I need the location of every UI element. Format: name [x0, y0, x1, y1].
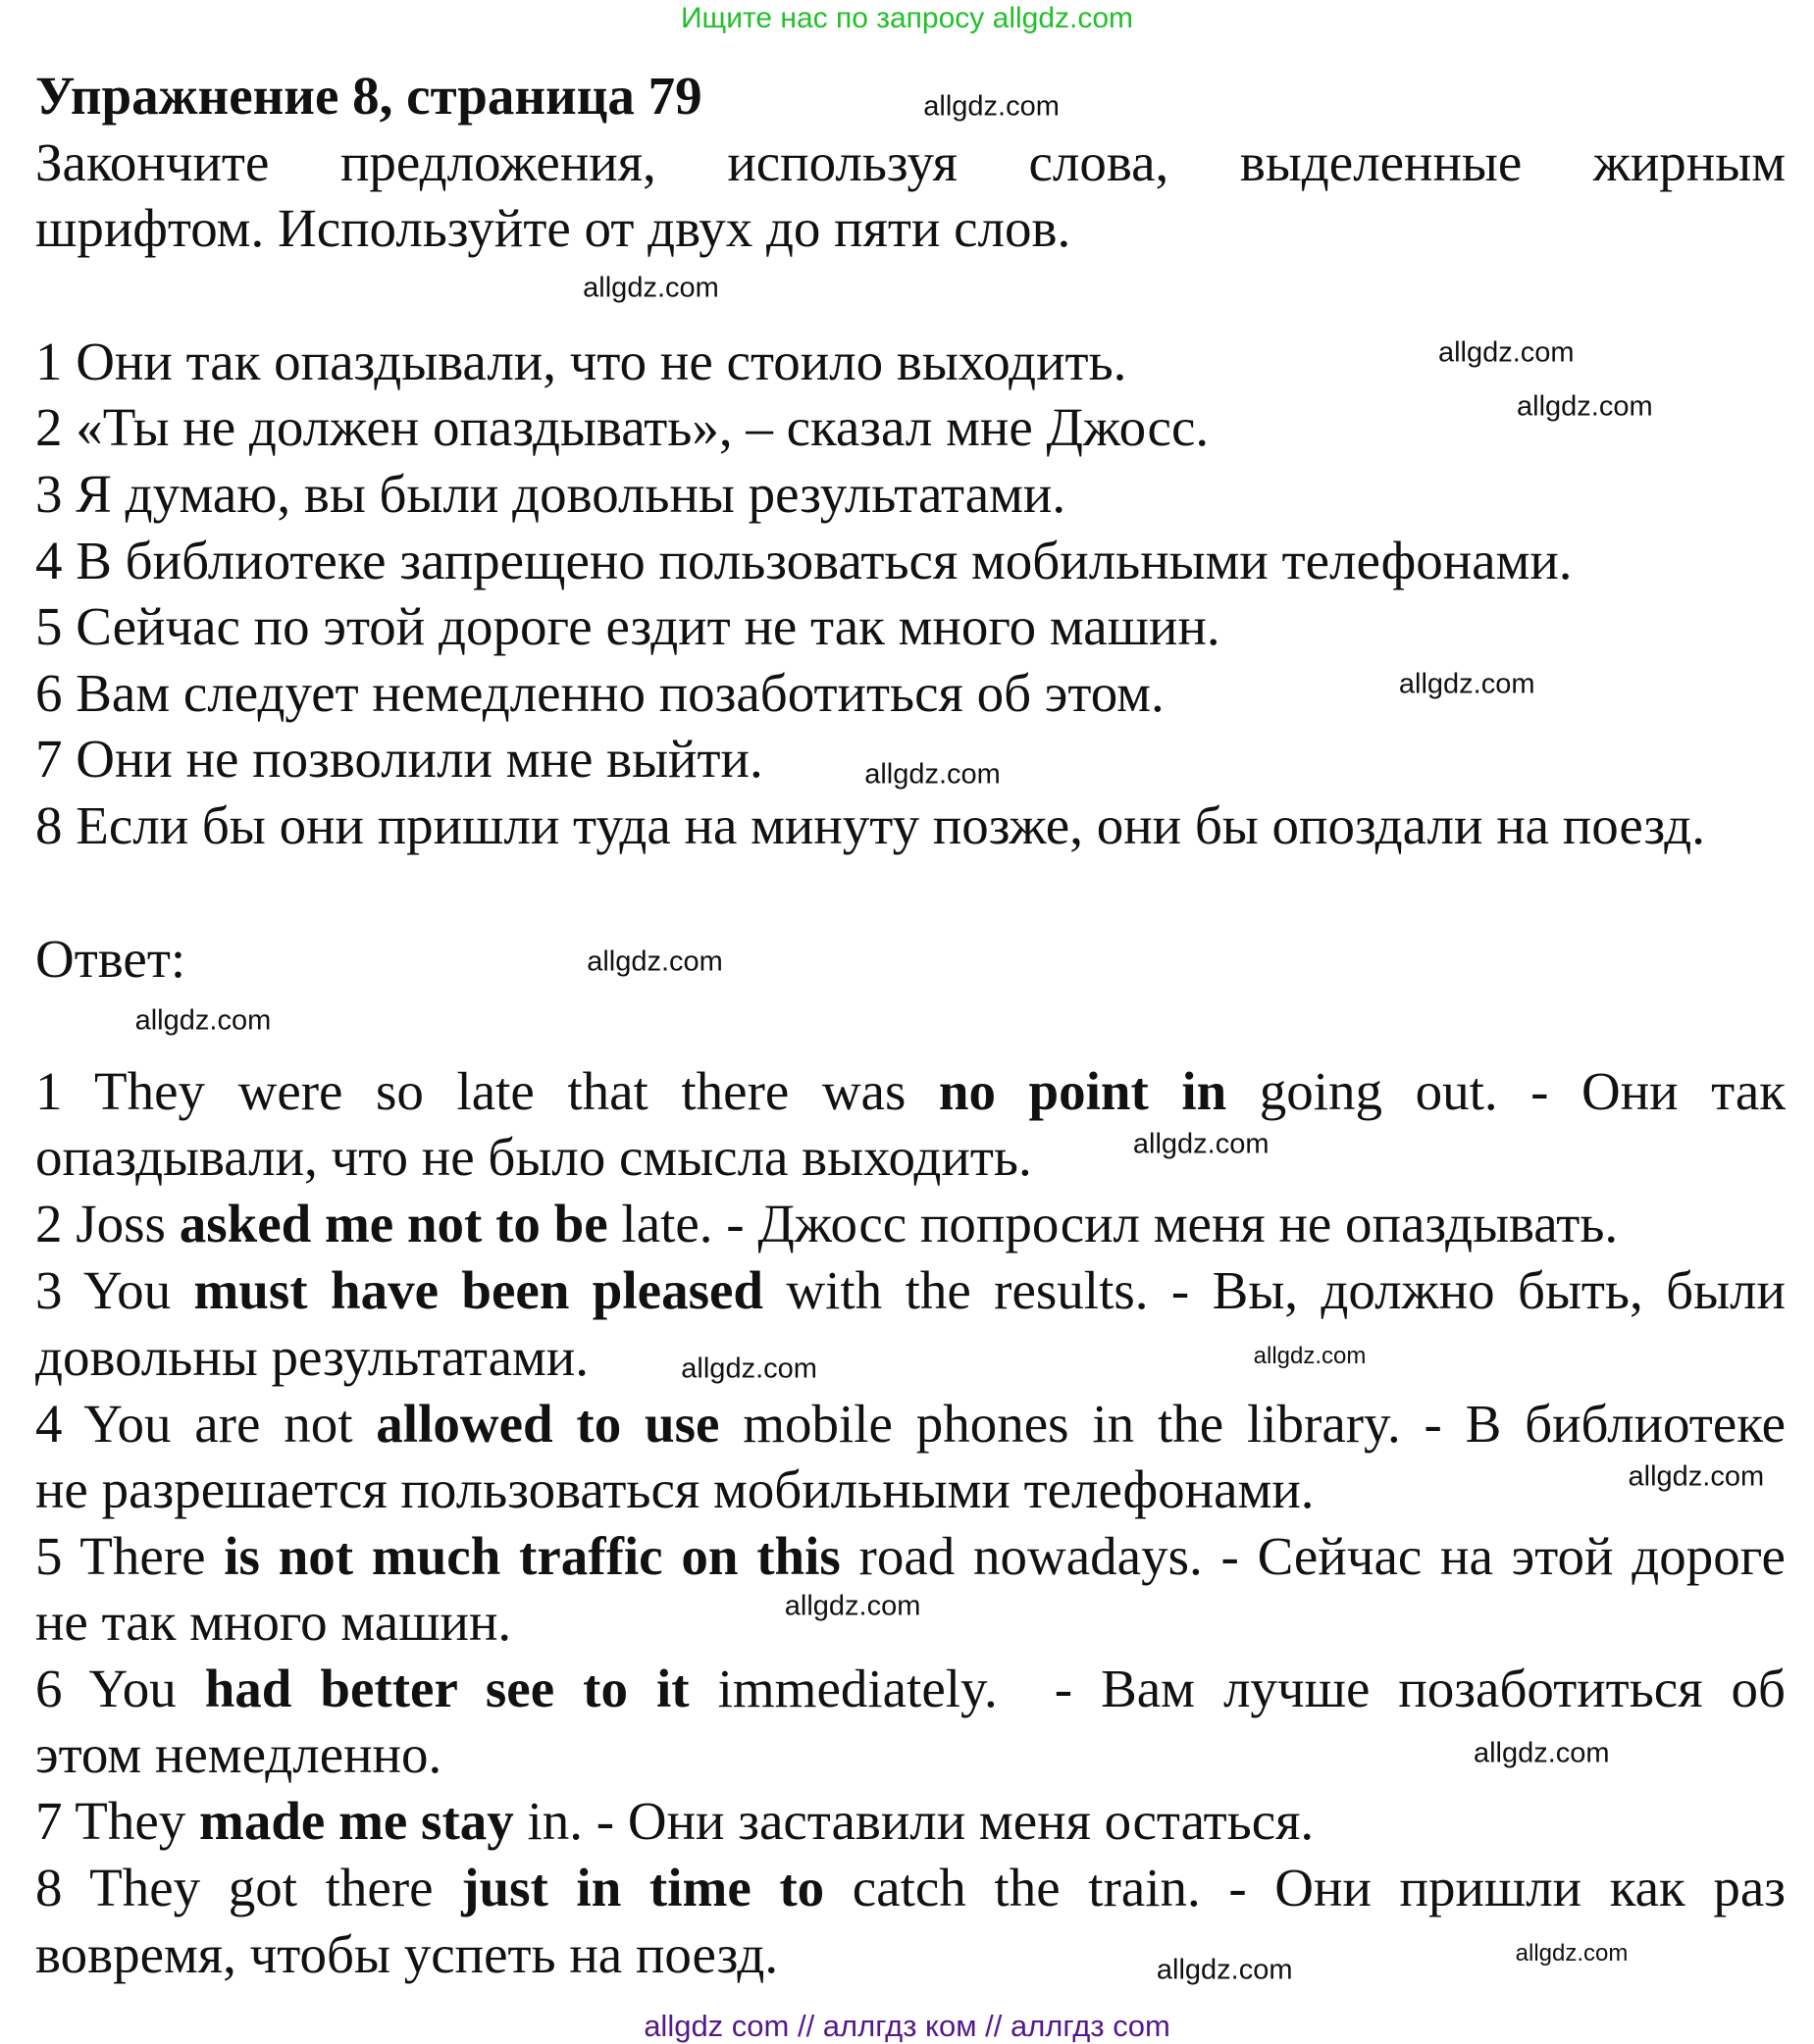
watermark: allgdz.com: [1253, 1343, 1367, 1370]
task-item: 5 Сейчас по этой дороге ездит не так много машин.: [35, 596, 1220, 657]
answer-line: [35, 1523, 1786, 1589]
answer-key-phrase: no point in: [938, 1061, 1227, 1122]
answer-line: [35, 1324, 589, 1390]
answer-text: 1 They were so late that there was: [35, 1061, 939, 1122]
answer-key-phrase: must have been pleased: [193, 1259, 763, 1320]
answer-line: [35, 1656, 1786, 1721]
answer-text: mobile phones in the library. - В библиотеке: [719, 1394, 1786, 1455]
task-item: 7 Они не позволили мне выйти.: [35, 728, 763, 789]
bottom-banner: allgdz com // аллгдз ком // аллгдз com: [644, 2009, 1170, 2043]
answer-text: 2 Joss: [35, 1193, 180, 1253]
answer-key-phrase: just in time to: [461, 1857, 825, 1917]
answer-text: 7 They: [35, 1790, 200, 1851]
answer-text: 6 You: [35, 1658, 205, 1718]
answer-text: going out. - Они так: [1226, 1061, 1786, 1122]
answer-line: [35, 1921, 778, 1987]
task-item: 3 Я думаю, вы были довольны результатами.: [35, 464, 1066, 525]
answer-text: with the results. - Вы, должно быть, были: [763, 1259, 1786, 1320]
task-item: 2 «Ты не должен опаздывать», – сказал мне Джосс.: [35, 397, 1210, 458]
answer-line: [35, 1456, 1315, 1522]
answer-text: довольны результатами.: [35, 1327, 589, 1388]
watermark: allgdz.com: [864, 758, 1001, 791]
answer-text: 3 You: [35, 1259, 194, 1320]
answer-text: catch the train. - Они пришли как раз: [824, 1857, 1786, 1917]
watermark: allgdz.com: [134, 1004, 272, 1037]
answer-line: [35, 1257, 1786, 1323]
answer-text: in. - Они заставили меня остаться.: [513, 1790, 1315, 1851]
answer-key-phrase: made me stay: [199, 1790, 514, 1851]
answer-key-phrase: had better see to it: [204, 1658, 690, 1718]
answer-text: не разрешается пользоваться мобильными телефонами.: [35, 1458, 1315, 1519]
answer-key-phrase: asked me not to be: [179, 1193, 608, 1253]
answer-key-phrase: is not much traffic on this: [224, 1525, 841, 1586]
answer-text: road nowadays. - Сейчас на этой дороге: [840, 1525, 1786, 1586]
task-item: 8 Если бы они пришли туда на минуту позже, они бы опоздали на поезд.: [35, 795, 1705, 856]
answer-line: [35, 1124, 1032, 1190]
answer-text: immediately. - Вам лучше позаботиться об: [689, 1658, 1786, 1718]
instruction-line: шрифтом. Используйте от двух до пяти слов.: [35, 198, 1071, 258]
answer-text: вовремя, чтобы успеть на поезд.: [35, 1923, 779, 1984]
watermark: allgdz.com: [1515, 1939, 1629, 1967]
task-item: 6 Вам следует немедленно позаботиться об этом.: [35, 663, 1165, 724]
answer-line: [35, 1191, 1618, 1256]
watermark: allgdz.com: [1132, 1128, 1270, 1160]
answer-line: [35, 1855, 1786, 1920]
task-item: 1 Они так опаздывали, что не стоило выходить.: [35, 332, 1127, 392]
answer-text: этом немедленно.: [35, 1723, 442, 1784]
answer-text: 8 They got there: [35, 1857, 462, 1917]
answer-label: Ответ:: [35, 929, 186, 989]
watermark: allgdz.com: [583, 272, 719, 304]
answer-text: не так много машин.: [35, 1591, 512, 1652]
watermark: allgdz.com: [1398, 668, 1535, 700]
answer-text: 4 You are not: [35, 1394, 377, 1455]
top-banner: Ищите нас по запросу allgdz.com: [680, 2, 1134, 34]
answer-line: [35, 1788, 1314, 1854]
watermark: allgdz.com: [1156, 1954, 1293, 1986]
answer-text: 5 There: [35, 1525, 225, 1586]
watermark: allgdz.com: [1628, 1460, 1765, 1493]
answer-text: опаздывали, что не было смысла выходить.: [35, 1126, 1032, 1187]
watermark: allgdz.com: [1437, 336, 1575, 369]
exercise-title: Упражнение 8, страница 79: [35, 66, 702, 126]
task-item: 4 В библиотеке запрещено пользоваться мобильными телефонами.: [35, 531, 1573, 591]
watermark: allgdz.com: [784, 1590, 921, 1622]
answer-line: [35, 1589, 511, 1655]
watermark: allgdz.com: [1473, 1737, 1610, 1769]
answer-line: [35, 1391, 1786, 1456]
answer-line: [35, 1058, 1786, 1124]
watermark: allgdz.com: [1517, 390, 1653, 423]
instruction-line: Закончите предложения, используя слова, выделенные жирным: [35, 132, 1786, 192]
watermark: allgdz.com: [587, 945, 723, 978]
answer-key-phrase: allowed to use: [376, 1394, 720, 1455]
answer-line: [35, 1721, 441, 1787]
watermark: allgdz.com: [923, 90, 1060, 123]
answer-text: late. - Джосс попросил меня не опаздывать.: [607, 1193, 1619, 1253]
watermark: allgdz.com: [681, 1353, 817, 1385]
